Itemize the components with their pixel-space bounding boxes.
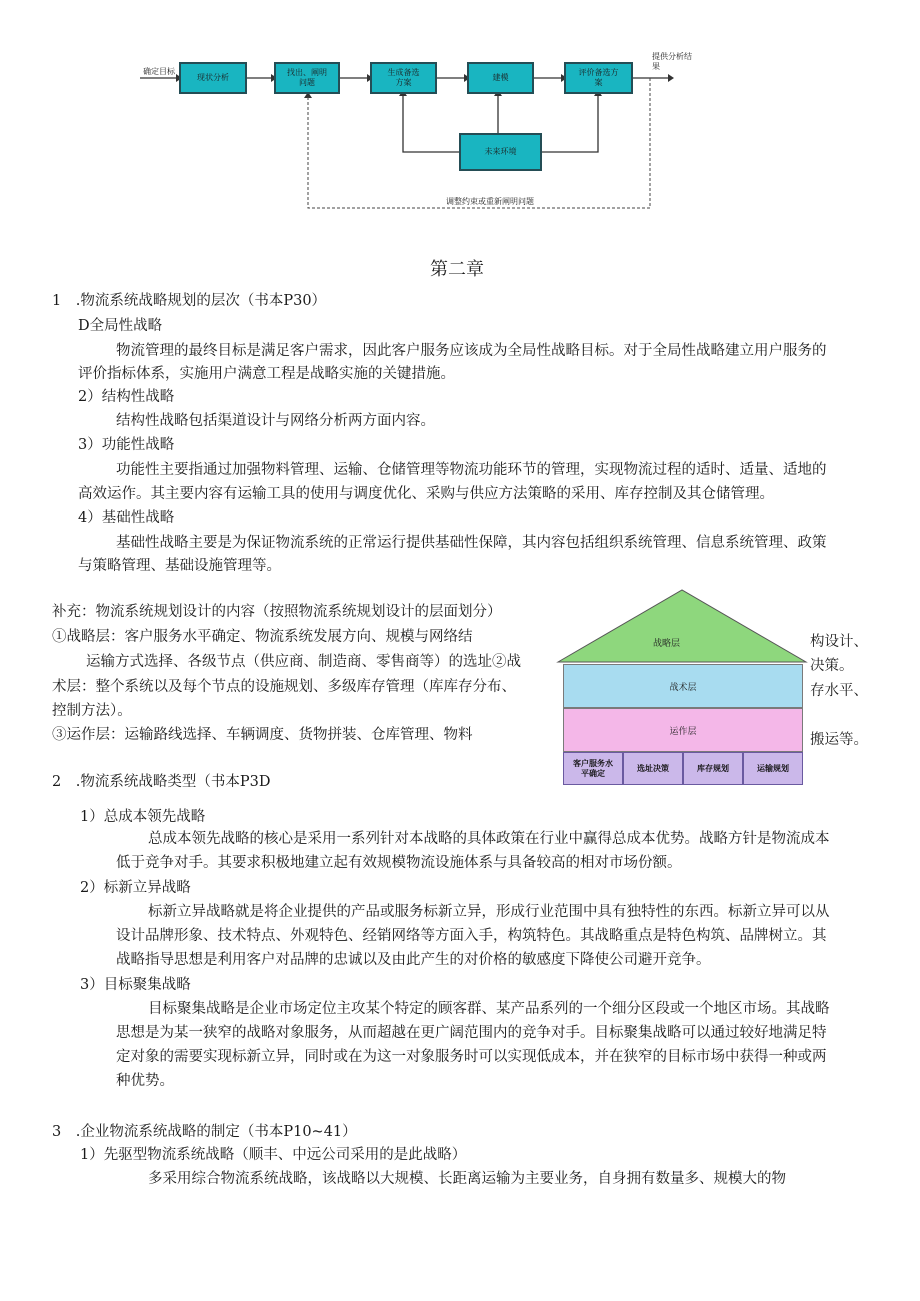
flow-box-future-environment: 未来环境 xyxy=(459,133,542,171)
s2-item-2-title: 2）标新立异战略 xyxy=(80,880,191,896)
tactical-layer: 战术层 xyxy=(563,664,803,708)
flow-box-generate-alternatives: 生成备选方案 xyxy=(370,62,437,94)
flow-box-evaluate-alternatives: 评价备选方案 xyxy=(564,62,633,94)
supplement-line: 控制方法）。 xyxy=(52,703,132,719)
flow-input-label: 确定目标 xyxy=(143,67,175,76)
s2-item-3-title: 3）目标聚集战略 xyxy=(80,977,191,993)
supplement-line-tail: 存水平、 xyxy=(810,683,868,699)
supplement-line-tail: 决策。 xyxy=(810,658,854,674)
s1-item-2-para-line: 结构性战略包括渠道设计与网络分析两方面内容。 xyxy=(116,413,435,429)
s1-item-4-title: 4）基础性战略 xyxy=(78,510,175,526)
s1-item-4-para-line: 基础性战略主要是为保证物流系统的正常运行提供基础性保障，其内容包括组织系统管理、信息系统管理、政策 xyxy=(116,535,827,551)
s1-item-1-para-line: 评价指标体系，实施用户满意工程是战略实施的关键措施。 xyxy=(78,366,455,382)
s1-item-1-para-line: 物流管理的最终目标是满足客户需求，因此客户服务应该成为全局性战略目标。对于全局性战略建立用户服务的 xyxy=(116,343,827,359)
house-cell-transport-planning: 运输规划 xyxy=(743,752,803,785)
s3-item-1-para-line: 多采用综合物流系统战略，该战略以大规模、长距离运输为主要业务，自身拥有数量多、规模大的物 xyxy=(148,1171,786,1187)
section-1-title: 1 .物流系统战略规划的层次（书本P30） xyxy=(52,293,327,309)
supplement-line-tail: 搬运等。 xyxy=(810,732,868,748)
house-cell-inventory-planning: 库存规划 xyxy=(683,752,743,785)
s2-item-1-para-line: 总成本领先战略的核心是采用一系列针对本战略的具体政策在行业中赢得总成本优势。战略方针是物流成本 xyxy=(148,831,830,847)
s2-item-1-title: 1）总成本领先战略 xyxy=(80,809,206,825)
house-roof xyxy=(556,588,808,664)
section-2-title: 2 .物流系统战略类型（书本P3D xyxy=(52,774,271,790)
supplement-line: 运输方式选择、各级节点（供应商、制造商、零售商等）的选址②战 xyxy=(86,654,521,670)
s2-item-3-para-line: 目标聚集战略是企业市场定位主攻某个特定的顾客群、某产品系列的一个细分区段或一个地区市场。其战略 xyxy=(148,1001,830,1017)
s2-item-3-para-line: 思想是为某一狭窄的战略对象服务，从而超越在更广阔范围内的竞争对手。目标聚集战略可以通过较好地满足特 xyxy=(116,1025,827,1041)
s2-item-3-para-line: 定对象的需要实现标新立异，同时或在为这一对象服务时可以实现低成本，并在狭窄的目标市场中获得一种或两 xyxy=(116,1049,827,1065)
s2-item-2-para-line: 设计品牌形象、技术特点、外观特色、经销网络等方面入手，构筑特色。其战略重点是特色构筑、品牌树立。其 xyxy=(116,928,827,944)
house-cell-location-decision: 选址决策 xyxy=(623,752,683,785)
s1-item-2-title: 2）结构性战略 xyxy=(78,389,175,405)
supplement-line: 术层：整个系统以及每个节点的设施规划、多级库存管理（库库存分布、 xyxy=(52,679,516,695)
flow-box-modeling: 建模 xyxy=(467,62,534,94)
operational-layer: 运作层 xyxy=(563,708,803,752)
s3-item-1-title: 1）先驱型物流系统战略（顺丰、中远公司采用的是此战略） xyxy=(80,1147,467,1163)
s1-item-4-para-line: 与策略管理、基础设施管理等。 xyxy=(78,558,281,574)
s1-item-1-title: D全局性战略 xyxy=(78,318,163,334)
house-cell-customer-service: 客户服务水平确定 xyxy=(563,752,623,785)
roof-label: 战略层 xyxy=(653,639,681,649)
s2-item-1-para-line: 低于竞争对手。其要求积极地建立起有效规模物流设施体系与具备较高的相对市场份额。 xyxy=(116,855,682,871)
flow-box-identify-problem: 找出、阐明问题 xyxy=(274,62,340,94)
s2-item-2-para-line: 标新立异战略就是将企业提供的产品或服务标新立异，形成行业范围中具有独特性的东西。标新立异可以从 xyxy=(148,904,830,920)
supplement-line: 补充：物流系统规划设计的内容（按照物流系统规划设计的层面划分） xyxy=(52,604,502,620)
section-3-title: 3 .企业物流系统战略的制定（书本P10~41） xyxy=(52,1124,357,1140)
flow-feedback-label: 调整约束或重新阐明问题 xyxy=(446,197,534,206)
flow-output-label: 提供分析结果 xyxy=(652,52,692,71)
s1-item-3-para-line: 高效运作。其主要内容有运输工具的使用与调度优化、采购与供应方法策略的采用、库存控制及其仓储管理。 xyxy=(78,486,774,502)
supplement-line: ③运作层：运输路线选择、车辆调度、货物拼装、仓库管理、物料 xyxy=(52,727,473,743)
s2-item-2-para-line: 战略指导思想是利用客户对品牌的忠诚以及由此产生的对价格的敏感度下降使公司避开竞争。 xyxy=(116,952,711,968)
chapter-title: 第二章 xyxy=(430,259,484,280)
s1-item-3-title: 3）功能性战略 xyxy=(78,437,175,453)
flow-box-current-analysis: 现状分析 xyxy=(179,62,247,94)
s1-item-3-para-line: 功能性主要指通过加强物料管理、运输、仓储管理等物流功能环节的管理，实现物流过程的适时、适量、适地的 xyxy=(116,462,827,478)
supplement-line: ①战略层：客户服务水平确定、物流系统发展方向、规模与网络结 xyxy=(52,629,473,645)
supplement-line-tail: 构设计、 xyxy=(810,634,868,650)
s2-item-3-para-line: 种优势。 xyxy=(116,1073,174,1089)
